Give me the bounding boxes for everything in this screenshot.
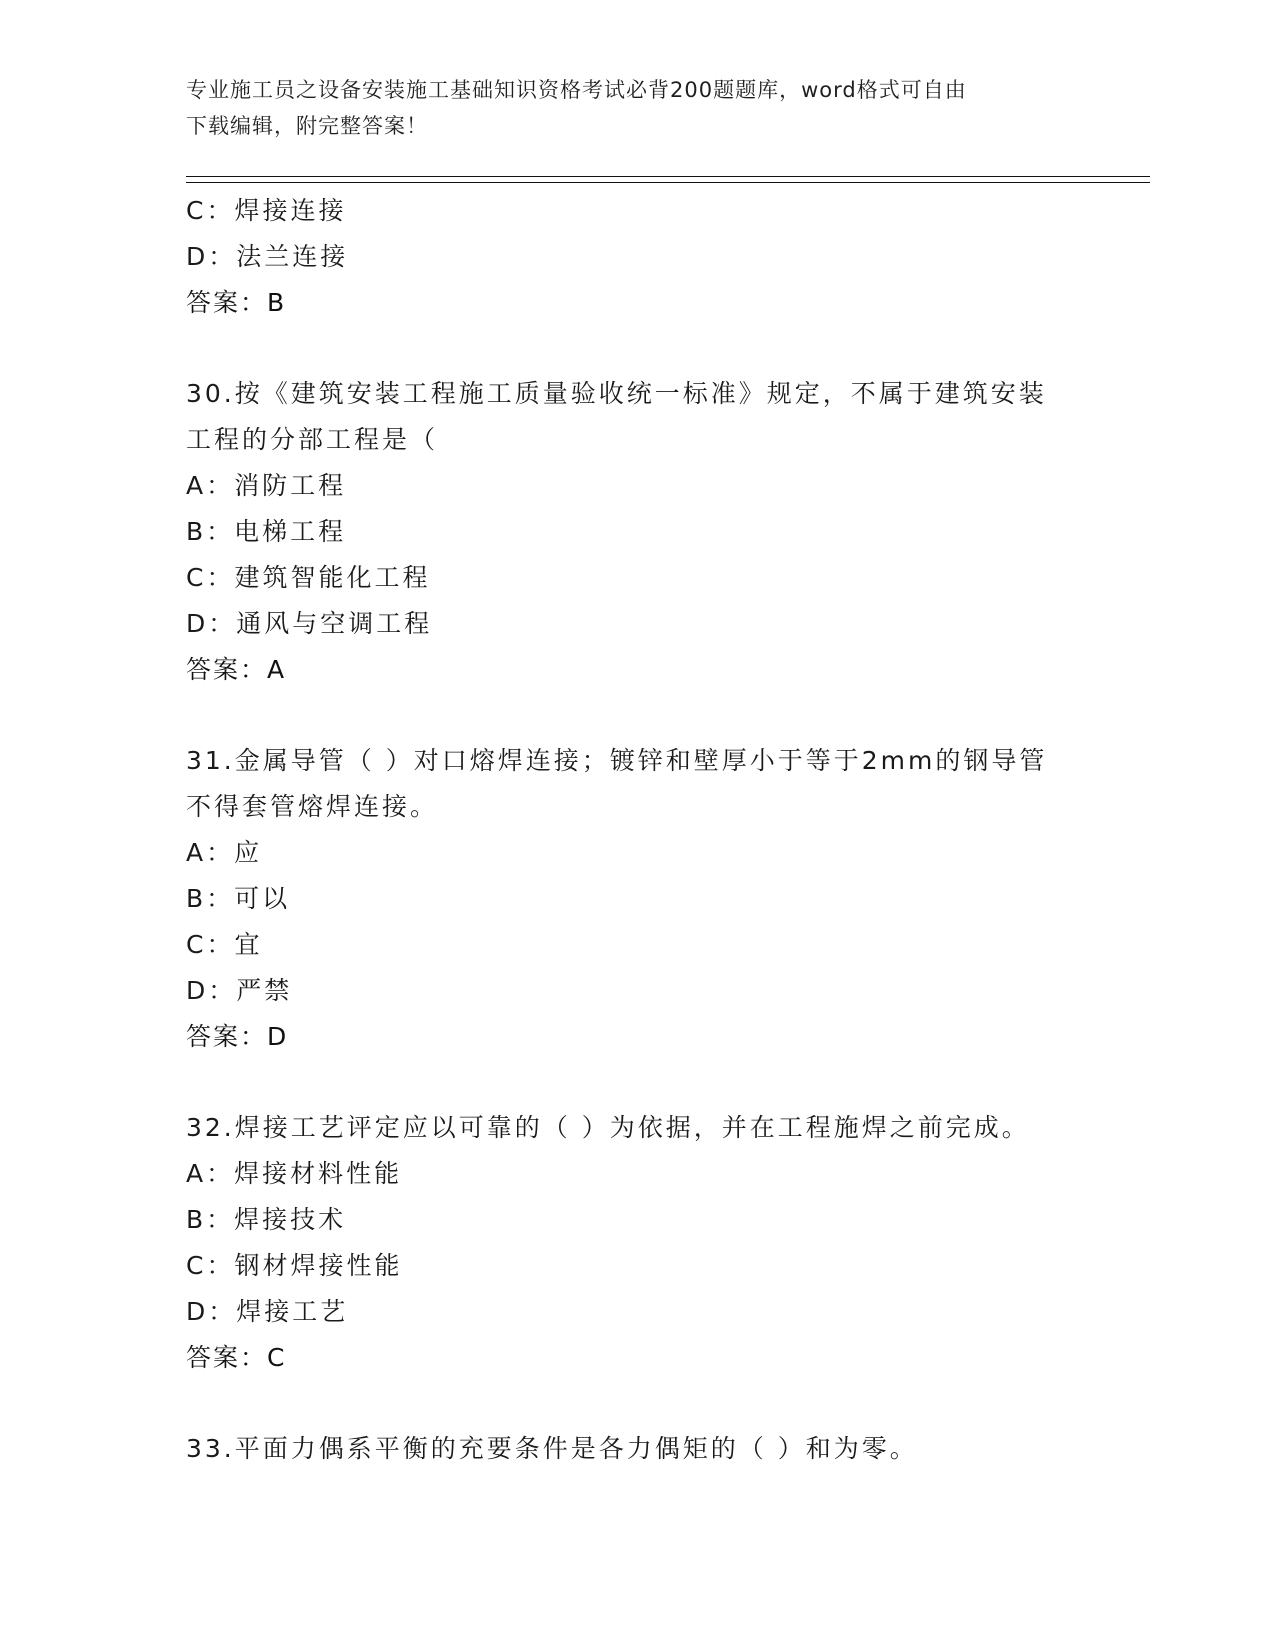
question-stem-line-1: 31.金属导管（ ）对口熔焊连接；镀锌和壁厚小于等于2mm的钢导管	[186, 746, 1048, 775]
question-30	[186, 371, 1106, 693]
option-d: D：焊接工艺	[186, 1297, 349, 1326]
option-b: B：电梯工程	[186, 517, 347, 546]
option-c: C：宜	[186, 930, 263, 959]
question-stem-line-1: 30.按《建筑安装工程施工质量验收统一标准》规定，不属于建筑安装	[186, 379, 1047, 408]
page-header	[186, 72, 1066, 144]
answer-line: 答案：B	[186, 288, 287, 317]
spacer	[186, 1060, 1106, 1105]
header-divider-bottom	[186, 182, 1150, 183]
header-divider-top	[186, 176, 1150, 177]
option-a: A：焊接材料性能	[186, 1159, 403, 1188]
option-d: D：严禁	[186, 976, 293, 1005]
option-b: B：可以	[186, 884, 291, 913]
question-list	[186, 188, 1106, 1472]
question-29-continuation	[186, 188, 1106, 326]
spacer	[186, 693, 1106, 738]
option-d: D：通风与空调工程	[186, 609, 433, 638]
question-stem-line-1: 32.焊接工艺评定应以可靠的（ ）为依据，并在工程施焊之前完成。	[186, 1113, 1030, 1142]
question-31	[186, 738, 1106, 1060]
question-33	[186, 1426, 1106, 1472]
header-title-line-2: 下载编辑，附完整答案！	[186, 114, 428, 138]
option-b: B：焊接技术	[186, 1205, 347, 1234]
answer-line: 答案：A	[186, 655, 287, 684]
question-stem-line-1: 33.平面力偶系平衡的充要条件是各力偶矩的（ ）和为零。	[186, 1434, 918, 1463]
option-c: C：建筑智能化工程	[186, 563, 431, 592]
header-title-line-1: 专业施工员之设备安装施工基础知识资格考试必背200题题库，word格式可自由	[186, 78, 967, 102]
answer-line: 答案：C	[186, 1343, 287, 1372]
option-c: C：钢材焊接性能	[186, 1251, 403, 1280]
answer-line: 答案：D	[186, 1022, 289, 1051]
option-a: A：应	[186, 838, 263, 867]
question-stem-line-2: 工程的分部工程是（	[186, 425, 439, 454]
question-stem-line-2: 不得套管熔焊连接。	[186, 792, 439, 821]
option-a: A：消防工程	[186, 471, 347, 500]
spacer	[186, 326, 1106, 371]
spacer	[186, 1381, 1106, 1426]
option-c: C：焊接连接	[186, 196, 347, 225]
question-32	[186, 1105, 1106, 1381]
option-d: D：法兰连接	[186, 242, 349, 271]
